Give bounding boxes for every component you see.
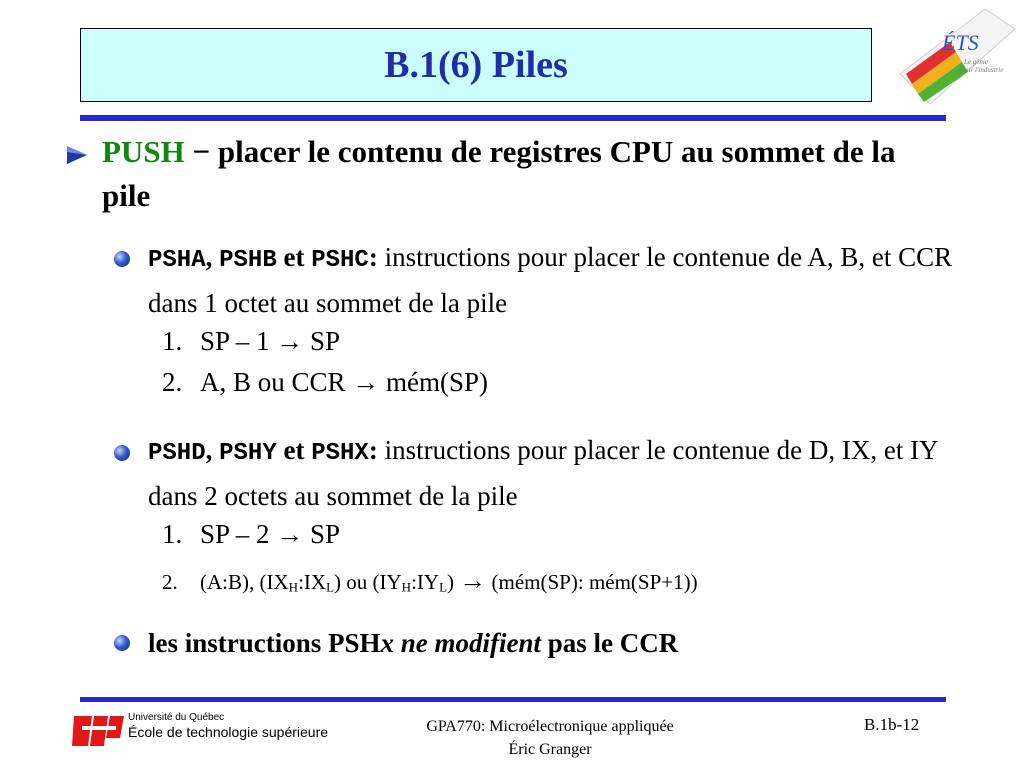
bullet-pshx-8bit: [148, 236, 988, 325]
note-text: les instructions PSH: [148, 628, 381, 658]
title-box: [80, 28, 872, 102]
bullet-pshx-16bit: [148, 429, 988, 518]
logo-tagline-1: Le génie: [964, 58, 988, 66]
reg-pshc: PSHC: [311, 247, 369, 274]
arrow-symbol: →: [459, 565, 487, 595]
step-item: [162, 364, 488, 400]
logo-tagline-2: pour l'industrie: [960, 66, 1004, 74]
bottom-divider: [80, 697, 946, 702]
colon: :: [368, 435, 378, 465]
ets-logo: [890, 4, 1020, 114]
subscript: L: [326, 579, 335, 595]
colon: :: [368, 242, 378, 272]
note-emphasis: x ne modifient: [380, 628, 542, 658]
step-number: 2.: [162, 570, 178, 594]
subscript: H: [401, 579, 412, 595]
step-text-part: (A:B), (IX: [200, 570, 289, 594]
reg-psha: PSHA: [148, 247, 206, 274]
step-text-part: :IY: [411, 570, 440, 594]
and-word: et: [276, 435, 312, 465]
uq-logo: [72, 712, 124, 750]
university-name: Université du Québec: [128, 712, 225, 723]
step-text-part: :IX: [298, 570, 327, 594]
main-dash: −: [184, 134, 218, 169]
sphere-bullet-icon: [114, 445, 130, 461]
step-number: 1.: [162, 326, 183, 356]
subscript: H: [288, 579, 299, 595]
slide-title: B.1(6) Piles: [384, 44, 568, 86]
course-title: GPA770: Microélectronique appliquée: [426, 718, 674, 735]
step-number: 1.: [162, 519, 183, 549]
reg-pshx: PSHX: [311, 440, 369, 467]
step-item: [162, 516, 340, 552]
step-item: [162, 323, 340, 359]
sphere-bullet-icon: [114, 251, 130, 267]
top-divider: [80, 115, 946, 121]
author-name: Éric Granger: [508, 741, 592, 758]
reg-pshd: PSHD: [148, 440, 206, 467]
step-text: SP – 1 → SP: [200, 326, 341, 356]
comma: ,: [205, 435, 220, 465]
bullet-text: instructions pour placer le contenue de D, IX, et IY dans 2 octets au sommet de la pile: [148, 435, 938, 511]
logo-text: ÉTS: [942, 30, 979, 55]
step-text: SP – 2 → SP: [200, 519, 341, 549]
step-text-part: ) ou (IY: [334, 570, 402, 594]
step-text-part: ): [447, 570, 460, 594]
main-point: [102, 130, 942, 218]
page-number: B.1b-12: [864, 715, 920, 734]
bullet-ccr-note: [148, 622, 988, 665]
note-text: pas le CCR: [541, 628, 679, 658]
reg-pshy: PSHY: [219, 440, 277, 467]
sphere-bullet-icon: [114, 635, 130, 651]
arrow-bullet-icon: [66, 145, 88, 165]
comma: ,: [205, 242, 220, 272]
push-keyword: PUSH: [102, 134, 185, 169]
school-name: École de technologie supérieure: [128, 724, 329, 740]
course-info: [420, 715, 680, 761]
and-word: et: [276, 242, 312, 272]
subscript: L: [439, 579, 448, 595]
step-text-part: (mém(SP): mém(SP+1)): [486, 570, 698, 594]
step-text: A, B ou CCR → mém(SP): [200, 367, 489, 397]
main-text: placer le contenu de registres CPU au sommet de la pile: [102, 134, 896, 213]
step-number: 2.: [162, 367, 183, 397]
step-item: [162, 562, 698, 606]
bullet-text: instructions pour placer le contenue de A, B, et CCR dans 1 octet au sommet de la pile: [148, 242, 953, 318]
reg-pshb: PSHB: [219, 247, 277, 274]
